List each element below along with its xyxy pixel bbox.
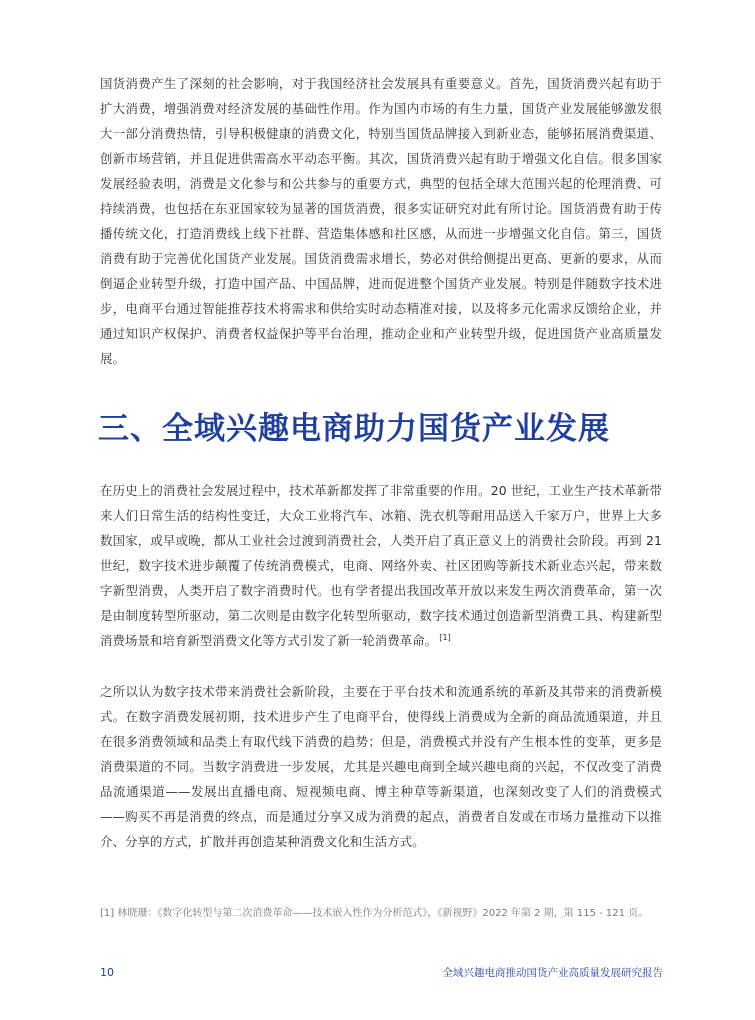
body-paragraph-2-text: 在历史上的消费社会发展过程中，技术革新都发挥了非常重要的作用。20 世纪，工业生产技术革新带来人们日常生活的结构性变迁，大众工业将汽车、冰箱、洗衣机等耐用品送入千家万户，世界上大多数国家，或早或晚，都从工业社会过渡到消费社会，人类开启了真正意义上的消费社会阶段。再到 21 世纪，数字技术进步颠覆了传统消费模式，电商、网络外卖、社区团购等新技术新业态兴起，带来数字新型消费，人类开启了数字消费时代。也有学者提出我国改革开放以来发生两次消费革命，第一次是由制度转型所驱动，第二次则是由数字化转型所驱动，数字技术通过创造新型消费工具、构建新型消费场景和培育新型消费文化等方式引发了新一轮消费革命。 xyxy=(100,483,662,648)
body-paragraph-1: 国货消费产生了深刻的社会影响，对于我国经济社会发展具有重要意义。首先，国货消费兴起有助于扩大消费，增强消费对经济发展的基础性作用。作为国内市场的有生力量，国货产业发展能够激发很大一部分消费热情，引导积极健康的消费文化，特别当国货品牌接入到新业态，能够拓展消费渠道、创新市场营销，并且促进供需高水平动态平衡。其次，国货消费兴起有助于增强文化自信。很多国家发展经验表明，消费是文化参与和公共参与的重要方式，典型的包括全球大范围兴起的伦理消费、可持续消费，也包括在东亚国家较为显著的国货消费，很多实证研究对此有所讨论。国货消费有助于传播传统文化，打造消费线上线下社群、营造集体感和社区感，从而进一步增强文化自信。第三，国货消费有助于完善优化国货产业发展。国货消费需求增长，势必对供给侧提出更高、更新的要求，从而倒逼企业转型升级，打造中国产品、中国品牌，进而促进整个国货产业发展。特别是伴随数字技术进步，电商平台通过智能推荐技术将需求和供给实时动态精准对接，以及将多元化需求反馈给企业，并通过知识产权保护、消费者权益保护等平台治理，推动企业和产业转型升级，促进国货产业高质量发展。 xyxy=(100,76,662,366)
body-paragraph-2 xyxy=(100,478,662,653)
body-paragraph-3: 之所以认为数字技术带来消费社会新阶段，主要在于平台技术和流通系统的革新及其带来的消费新模式。在数字消费发展初期，技术进步产生了电商平台，使得线上消费成为全新的商品流通渠道，并且在很多消费领域和品类上有取代线下消费的趋势；但是，消费模式并没有产生根本性的变革，更多是消费渠道的不同。当数字消费进一步发展，尤其是兴趣电商到全域兴趣电商的兴起，不仅改变了消费品流通渠道——发展出直播电商、短视频电商、博主种草等新渠道，也深刻改变了人们的消费模式——购买不再是消费的终点，而是通过分享又成为消费的起点，消费者自发或在市场力量推动下以推介、分享的方式，扩散并再创造某种消费文化和生活方式。 xyxy=(100,684,662,849)
footnote-reference[interactable]: [1] xyxy=(439,632,451,642)
section-heading: 三、全域兴趣电商助力国货产业发展 xyxy=(98,411,610,447)
page-number: 10 xyxy=(100,966,114,979)
footnote: [1] 林晓珊：《数字化转型与第二次消费革命——技术嵌入性作为分析范式》，《新视野》2022 年第 2 期，第 115 - 121 页。 xyxy=(100,908,649,919)
running-title: 全域兴趣电商推动国货产业高质量发展研究报告 xyxy=(442,967,663,979)
